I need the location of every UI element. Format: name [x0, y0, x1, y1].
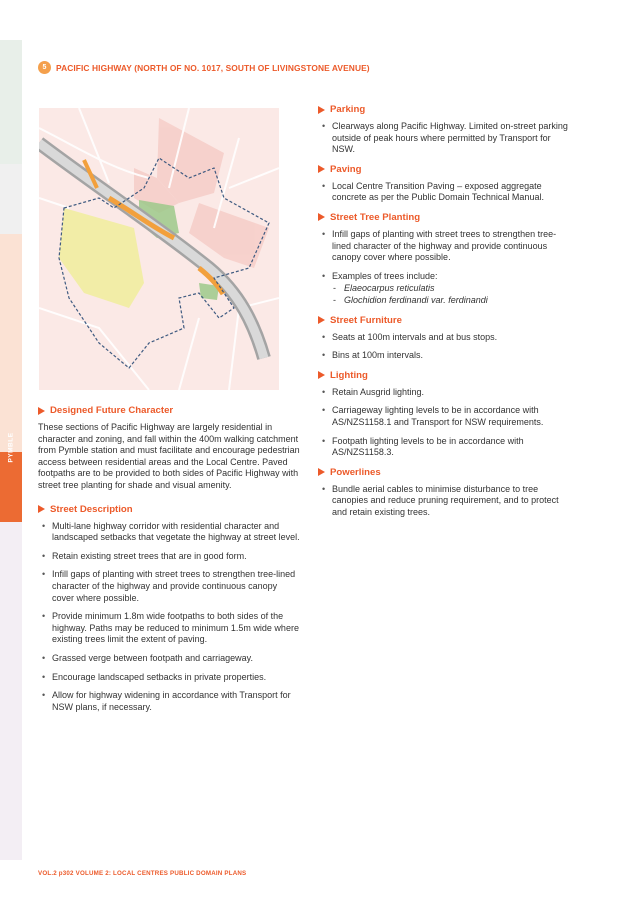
right-column: [318, 104, 574, 526]
section-heading-street-furniture: Street Furniture: [318, 315, 574, 326]
arrow-icon: [38, 505, 45, 513]
tree-species: - Glochidion ferdinandi var. ferdinandi: [332, 295, 574, 307]
lighting-list: [318, 387, 574, 459]
designed-future-character-text: These sections of Pacific Highway are largely residential in character and zoning, and fall within the 400m walking catchment from Pymble station and must facilitate and encourage pedestrian access between residential areas and the Local Centre. Paved footpaths are to be provided to both sides of Pacific Highway with street tree planting for shade and visual amenity.: [38, 422, 300, 490]
left-column: [38, 405, 300, 721]
list-item: • Retain existing street trees that are in good form.: [38, 551, 300, 563]
section-heading-designed-future-character: Designed Future Character: [38, 405, 300, 416]
list-item: • Retain Ausgrid lighting.: [318, 387, 574, 399]
list-item: • Allow for highway widening in accordance with Transport for NSW plans, if necessary.: [38, 690, 300, 713]
section-heading-paving: Paving: [318, 164, 574, 175]
list-item: • Footpath lighting levels to be in accordance with AS/NZS1158.3.: [318, 436, 574, 459]
list-item: • Infill gaps of planting with street trees to strengthen tree-lined character of the highway and provide continuous canopy cover where possible.: [318, 229, 574, 264]
tab-segment: [0, 40, 22, 164]
section-header: [38, 61, 370, 74]
section-title: PACIFIC HIGHWAY (NORTH OF NO. 1017, SOUTH OF LIVINGSTONE AVENUE): [56, 62, 370, 73]
street-tree-planting-list: [318, 229, 574, 307]
list-item: • Seats at 100m intervals and at bus stops.: [318, 332, 574, 344]
list-item: • Provide minimum 1.8m wide footpaths to both sides of the highway. Paths may be reduced to minimum 1.5m wide where existing trees limit the extent of paving.: [38, 611, 300, 646]
list-item: • Multi-lane highway corridor with residential character and landscaped setbacks that vegetate the highway at street level.: [38, 521, 300, 544]
arrow-icon: [318, 213, 325, 221]
powerlines-list: [318, 484, 574, 519]
tree-species: - Elaeocarpus reticulatis: [332, 283, 574, 295]
list-item: • Infill gaps of planting with street trees to strengthen tree-lined character of the highway and provide continuous canopy cover where possible.: [38, 569, 300, 604]
section-number-badge: 5: [38, 61, 51, 74]
arrow-icon: [318, 165, 325, 173]
tab-segment: [0, 164, 22, 234]
list-item: • Encourage landscaped setbacks in private properties.: [38, 672, 300, 684]
list-item: • Clearways along Pacific Highway. Limited on-street parking outside of peak hours where permitted by Transport for NSW.: [318, 121, 574, 156]
list-item: [318, 271, 574, 307]
arrow-icon: [318, 468, 325, 476]
section-heading-parking: Parking: [318, 104, 574, 115]
street-furniture-list: [318, 332, 574, 362]
arrow-icon: [318, 371, 325, 379]
tab-segment: [0, 522, 22, 860]
street-map: [39, 108, 279, 390]
tab-segment: [0, 234, 22, 452]
list-item: • Bins at 100m intervals.: [318, 350, 574, 362]
section-heading-street-description: Street Description: [38, 504, 300, 515]
street-description-list: [38, 521, 300, 714]
list-item: • Grassed verge between footpath and carriageway.: [38, 653, 300, 665]
list-item: • Bundle aerial cables to minimise disturbance to tree canopies and reduce pruning requirement, and to protect and retain existing trees.: [318, 484, 574, 519]
list-item: • Local Centre Transition Paving – exposed aggregate concrete as per the Public Domain Technical Manual.: [318, 181, 574, 204]
section-heading-street-tree-planting: Street Tree Planting: [318, 212, 574, 223]
tree-species-list: [332, 283, 574, 306]
arrow-icon: [38, 407, 45, 415]
arrow-icon: [318, 316, 325, 324]
list-item: • Carriageway lighting levels to be in accordance with AS/NZS1158.1 and Transport for NSW requirements.: [318, 405, 574, 428]
paving-list: [318, 181, 574, 204]
arrow-icon: [318, 106, 325, 114]
section-heading-powerlines: Powerlines: [318, 467, 574, 478]
side-tab-label: PYMBLE: [7, 431, 15, 463]
section-heading-lighting: Lighting: [318, 370, 574, 381]
list-item-text: Examples of trees include:: [332, 270, 438, 281]
parking-list: [318, 121, 574, 156]
page-footer: VOL.2 p302 VOLUME 2: LOCAL CENTRES PUBLIC DOMAIN PLANS: [38, 870, 247, 877]
